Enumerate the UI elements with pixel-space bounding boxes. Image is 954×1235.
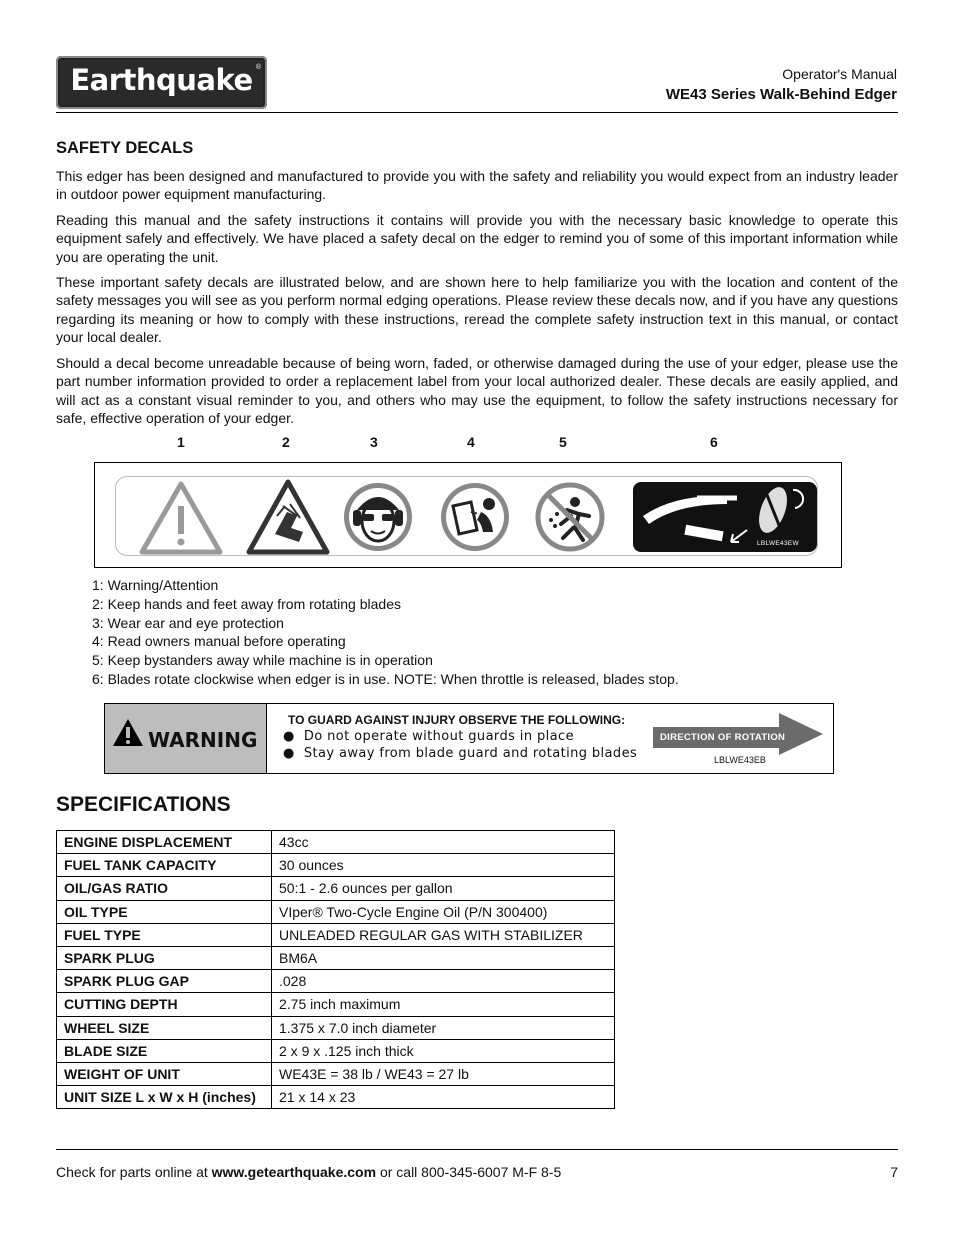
warning-alert-icon bbox=[112, 718, 144, 748]
decal-legend-item: 3: Wear ear and eye protection bbox=[92, 615, 284, 631]
spec-label: SPARK PLUG GAP bbox=[57, 970, 272, 993]
header-divider bbox=[56, 112, 898, 113]
spec-row bbox=[57, 1039, 615, 1062]
spec-row bbox=[57, 923, 615, 946]
footer-url-link[interactable]: www.getearthquake.com bbox=[211, 1164, 377, 1180]
decal-legend-item: 5: Keep bystanders away while machine is in operation bbox=[92, 652, 433, 668]
footer-prefix: Check for parts online at bbox=[56, 1164, 212, 1180]
specifications-table bbox=[56, 830, 615, 1109]
spec-label: WHEEL SIZE bbox=[57, 1016, 272, 1039]
spec-row bbox=[57, 993, 615, 1016]
footer-text bbox=[56, 1164, 561, 1180]
product-title: WE43 Series Walk-Behind Edger bbox=[665, 86, 897, 103]
warning-item: ● Do not operate without guards in place bbox=[283, 729, 574, 744]
warning-item-text: Stay away from blade guard and rotating blades bbox=[303, 746, 638, 761]
page-number: 7 bbox=[890, 1164, 898, 1180]
paragraph: This edger has been designed and manufactured to provide you with the safety and reliability you would expect from an industry leader in outdoor power equipment manufacturing. bbox=[56, 168, 898, 203]
spec-label: FUEL TYPE bbox=[57, 923, 272, 946]
direction-of-rotation-label: DIRECTION OF ROTATION bbox=[660, 732, 786, 743]
spec-value: 2 x 9 x .125 inch thick bbox=[272, 1039, 615, 1062]
decal-icons bbox=[115, 476, 835, 558]
warning-item-text: Do not operate without guards in place bbox=[303, 729, 574, 744]
spec-row bbox=[57, 1016, 615, 1039]
spec-value: .028 bbox=[272, 970, 615, 993]
specifications-heading: SPECIFICATIONS bbox=[56, 793, 231, 816]
spec-value: 1.375 x 7.0 inch diameter bbox=[272, 1016, 615, 1039]
spec-label: OIL TYPE bbox=[57, 900, 272, 923]
spec-row bbox=[57, 1062, 615, 1085]
decal-number: 2 bbox=[282, 434, 290, 450]
footer-suffix: or call 800-345-6007 M-F 8-5 bbox=[376, 1164, 562, 1180]
decal-number: 6 bbox=[710, 434, 718, 450]
earthquake-logo bbox=[56, 56, 267, 109]
decal-number: 4 bbox=[467, 434, 475, 450]
spec-label: UNIT SIZE L x W x H (inches) bbox=[57, 1086, 272, 1109]
spec-value: UNLEADED REGULAR GAS WITH STABILIZER bbox=[272, 923, 615, 946]
ear-eye-protection-icon bbox=[344, 483, 412, 551]
paragraph: Should a decal become unreadable because of being worn, faded, or otherwise damaged during the use of your edger, please use the part number information provided to order a replacement label from your local authorized dealer. These decals are easily applied, and will act as a constant visual reminder to you, and others who may use the equipment, to follow the safety instructions necessary for safe, effective operation of your edger. bbox=[56, 355, 898, 426]
registered-mark-icon: ® bbox=[255, 64, 261, 71]
hand-blade-hazard-icon bbox=[249, 482, 327, 552]
warning-triangle-icon bbox=[142, 484, 220, 552]
spec-value: 2.75 inch maximum bbox=[272, 993, 615, 1016]
spec-value: 43cc bbox=[272, 831, 615, 854]
spec-row bbox=[57, 946, 615, 969]
decal-number: 1 bbox=[177, 434, 185, 450]
safety-decals-heading: SAFETY DECALS bbox=[56, 139, 194, 157]
spec-row bbox=[57, 831, 615, 854]
spec-row bbox=[57, 970, 615, 993]
decal-legend-item: 2: Keep hands and feet away from rotating blades bbox=[92, 596, 401, 612]
spec-label: SPARK PLUG bbox=[57, 946, 272, 969]
spec-row bbox=[57, 877, 615, 900]
read-manual-icon bbox=[441, 483, 509, 551]
spec-value: VIper® Two-Cycle Engine Oil (P/N 300400) bbox=[272, 900, 615, 923]
spec-label: WEIGHT OF UNIT bbox=[57, 1062, 272, 1085]
spec-value: 50:1 - 2.6 ounces per gallon bbox=[272, 877, 615, 900]
warning-signal-word: WARNING bbox=[148, 728, 258, 752]
spec-value: 30 ounces bbox=[272, 854, 615, 877]
paragraph: Reading this manual and the safety instructions it contains will provide you with the necessary basic knowledge to operate this equipment safely and effectively. We have placed a safety decal on the edger to remind you of some of this important information while you are operating the unit. bbox=[56, 212, 898, 265]
spec-value: WE43E = 38 lb / WE43 = 27 lb bbox=[272, 1062, 615, 1085]
warning-label-code: LBLWE43EB bbox=[714, 755, 766, 765]
decal-legend-item: 4: Read owners manual before operating bbox=[92, 633, 346, 649]
warning-item: ● Stay away from blade guard and rotating blades bbox=[283, 746, 638, 761]
decal-legend-item: 6: Blades rotate clockwise when edger is in use. NOTE: When throttle is released, blades stop. bbox=[92, 671, 679, 687]
spec-row bbox=[57, 1086, 615, 1109]
warning-heading: TO GUARD AGAINST INJURY OBSERVE THE FOLLOWING: bbox=[288, 713, 626, 727]
spec-value: BM6A bbox=[272, 946, 615, 969]
spec-label: FUEL TANK CAPACITY bbox=[57, 854, 272, 877]
decal-number: 3 bbox=[370, 434, 378, 450]
spec-label: BLADE SIZE bbox=[57, 1039, 272, 1062]
logo-wordmark: Earthquake bbox=[70, 63, 253, 97]
footer-divider bbox=[56, 1149, 898, 1150]
spec-row bbox=[57, 854, 615, 877]
spec-row bbox=[57, 900, 615, 923]
decal-legend-item: 1: Warning/Attention bbox=[92, 577, 219, 593]
spec-label: ENGINE DISPLACEMENT bbox=[57, 831, 272, 854]
manual-label: Operator's Manual bbox=[782, 66, 897, 82]
paragraph: These important safety decals are illustrated below, and are shown here to help familiarize you with the location and content of the safety messages you will see as you perform normal edging operations. Please review these decals now, and if you have any questions regarding its meaning or how to comply with these instructions, reread the complete safety instruction text in this manual, or contact your local dealer. bbox=[56, 274, 898, 345]
decal-number: 5 bbox=[559, 434, 567, 450]
spec-label: OIL/GAS RATIO bbox=[57, 877, 272, 900]
spec-label: CUTTING DEPTH bbox=[57, 993, 272, 1016]
keep-bystanders-away-icon bbox=[538, 485, 602, 549]
spec-value: 21 x 14 x 23 bbox=[272, 1086, 615, 1109]
decal-code: LBLWE43EW bbox=[757, 540, 799, 547]
